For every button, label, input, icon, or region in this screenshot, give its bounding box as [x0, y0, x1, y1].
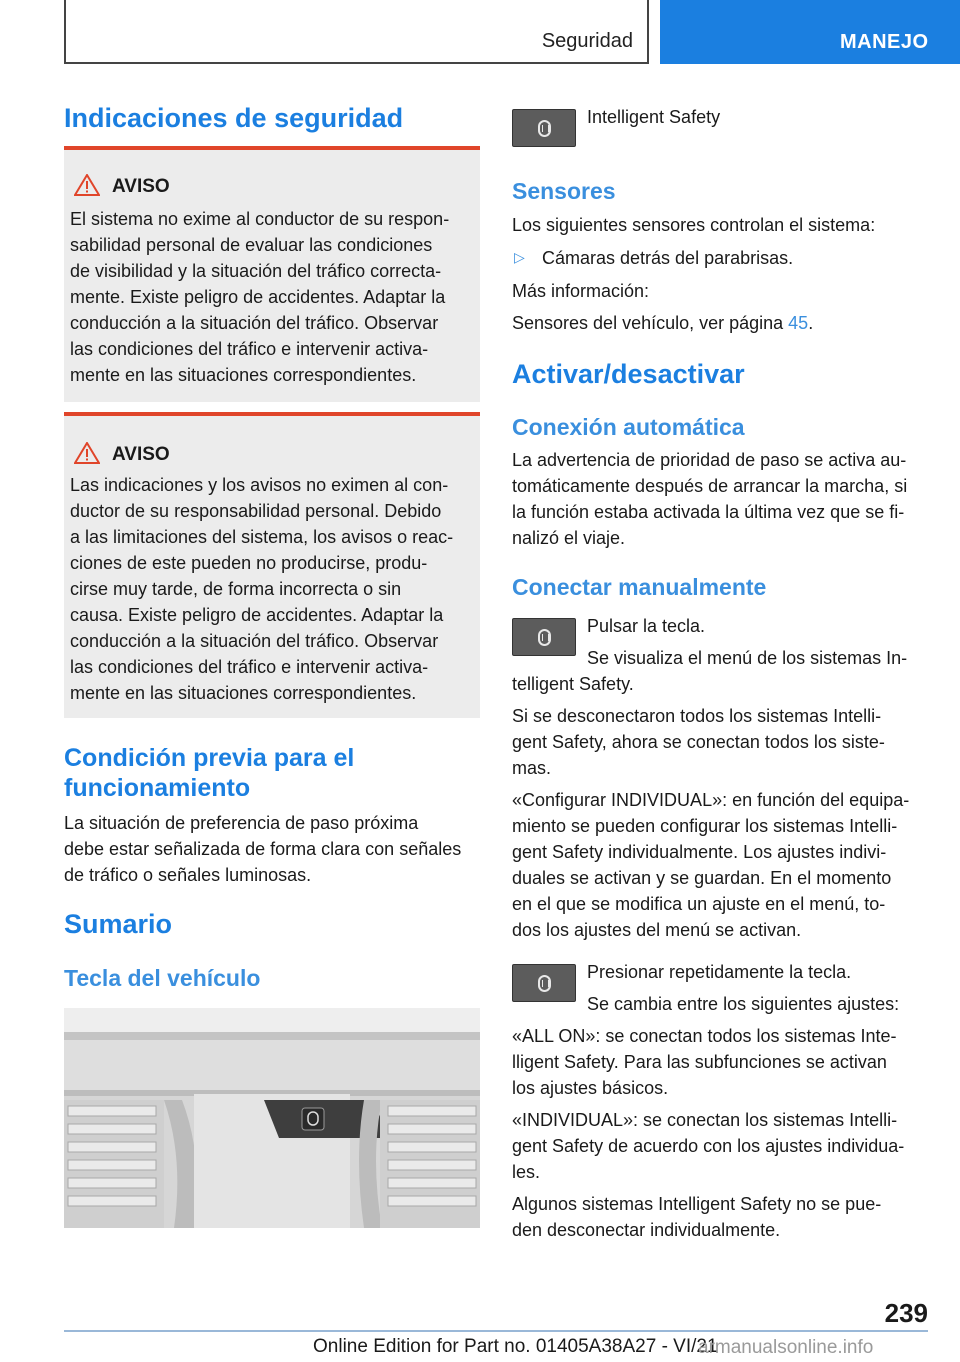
body-text-line: los ajustes básicos. — [512, 1078, 669, 1098]
warning-text-line: cirse muy tarde, de forma incorrecta o sin — [70, 579, 402, 599]
body-text-line: Se visualiza el menú de los sistemas In- — [587, 648, 908, 668]
body-text-line: Algunos sistemas Intelligent Safety no se pue- — [512, 1194, 882, 1214]
body-text-line: Presionar repetidamente la tecla. — [587, 962, 852, 982]
body-text-line: dos los ajustes del menú se activan. — [512, 920, 802, 940]
warning-text-line: causa. Existe peligro de accidentes. Adaptar la — [70, 605, 444, 625]
body-text-line: nalizó el viaje. — [512, 528, 626, 548]
summary-title: Sumario — [64, 909, 173, 939]
body-text-line: lligent Safety. Para las subfunciones se activan — [512, 1052, 887, 1072]
bullet-item: Cámaras detrás del parabrisas. — [542, 248, 794, 268]
body-text-line: les. — [512, 1162, 541, 1182]
warning-triangle-icon — [74, 174, 100, 196]
activate-title: Activar/desactivar — [512, 359, 745, 389]
warning-triangle-icon — [74, 442, 100, 464]
warning-text-line: conducción a la situación del tráfico. Observar — [70, 631, 439, 651]
body-text-line: duales se activan y se guardan. En el momento — [512, 868, 892, 888]
manual-connect-title: Conectar manualmente — [512, 574, 767, 600]
body-text-line: Pulsar la tecla. — [587, 616, 706, 636]
body-text-line: Se cambia entre los siguientes ajustes: — [587, 994, 900, 1014]
warning-text-line: las condiciones del tráfico e intervenir activa- — [70, 339, 429, 359]
auto-connect-title: Conexión automática — [512, 414, 745, 440]
body-text-line: «ALL ON»: se conectan todos los sistemas Inte- — [512, 1026, 897, 1046]
body-text-line: gent Safety, ahora se conectan todos los siste- — [512, 732, 885, 752]
body-text-line: debe estar señalizada de forma clara con señales — [64, 839, 462, 859]
sensors-title: Sensores — [512, 178, 616, 204]
body-text-line: miento se pueden configurar los sistemas Intelli- — [512, 816, 898, 836]
body-text-line: Los siguientes sensores controlan el sistema: — [512, 215, 876, 235]
footer-watermark: armanualsonline.info — [698, 1337, 874, 1358]
warning-text-line: Las indicaciones y los avisos no eximen al con- — [70, 475, 449, 495]
vehicle-key-photo — [64, 1008, 480, 1228]
key-label: Intelligent Safety — [587, 107, 721, 127]
warning-text-line: El sistema no exime al conductor de su respon- — [70, 209, 450, 229]
body-text-line: de tráfico o señales luminosas. — [64, 865, 312, 885]
vehicle-key-title: Tecla del vehículo — [64, 965, 261, 991]
page-title: Indicaciones de seguridad — [64, 103, 404, 133]
body-text-line: en el que se modifica un ajuste en el menú, to- — [512, 894, 886, 914]
intelligent-safety-key-icon — [512, 618, 576, 656]
page-number: 239 — [884, 1298, 928, 1328]
footer-edition: Online Edition for Part no. 01405A38A27 - VI/21 — [313, 1336, 718, 1357]
body-text-line: la función estaba activada la última vez que se fi- — [512, 502, 905, 522]
page-reference-link[interactable]: 45 — [788, 313, 809, 333]
body-text-line: La advertencia de prioridad de paso se activa au- — [512, 450, 907, 470]
body-text-line: den desconectar individualmente. — [512, 1220, 781, 1240]
cross-reference — [512, 310, 813, 336]
body-text-line: Si se desconectaron todos los sistemas Intelli- — [512, 706, 882, 726]
warning-text-line: ductor de su responsabilidad personal. Debido — [70, 501, 442, 521]
intelligent-safety-key-icon — [512, 109, 576, 147]
body-text-line: «INDIVIDUAL»: se conectan los sistemas Intelli- — [512, 1110, 898, 1130]
header-section-box — [64, 0, 649, 64]
header-chapter-label: MANEJO — [840, 31, 929, 53]
warning-box-2 — [64, 412, 480, 718]
header-section-label: Seguridad — [541, 30, 633, 52]
body-text-line: «Configurar INDIVIDUAL»: en función del equipa- — [512, 790, 910, 810]
warning-text-line: a las limitaciones del sistema, los avisos o reac- — [70, 527, 454, 547]
body-text-line: telligent Safety. — [512, 674, 634, 694]
body-text-line: tomáticamente después de arrancar la marcha, si — [512, 476, 908, 496]
footer-divider — [64, 1330, 928, 1332]
body-text-line: Más información: — [512, 281, 650, 301]
intelligent-safety-key-icon — [512, 964, 576, 1002]
reference-text: Sensores del vehículo, ver página — [512, 313, 789, 333]
warning-label: AVISO — [112, 444, 170, 465]
body-text-line: gent Safety de acuerdo con los ajustes individua- — [512, 1136, 905, 1156]
warning-box-1 — [64, 146, 480, 402]
bullet-triangle-icon: ▷ — [514, 249, 525, 265]
warning-text-line: mente en las situaciones correspondientes. — [70, 365, 417, 385]
warning-text-line: mente en las situaciones correspondientes. — [70, 683, 417, 703]
warning-text-line: ciones de este pueden no producirse, produ- — [70, 553, 428, 573]
dashboard-vents-illustration — [64, 1008, 480, 1228]
warning-text-line: de visibilidad y la situación del tráfico correcta- — [70, 261, 442, 281]
warning-text-line: las condiciones del tráfico e intervenir activa- — [70, 657, 429, 677]
body-text-line: La situación de preferencia de paso próxima — [64, 813, 419, 833]
header-chapter-tab — [660, 0, 960, 64]
warning-label: AVISO — [112, 176, 170, 197]
precondition-title-2: funcionamiento — [64, 774, 251, 802]
precondition-title-1: Condición previa para el — [64, 744, 355, 772]
warning-text-line: sabilidad personal de evaluar las condiciones — [70, 235, 433, 255]
warning-text-line: conducción a la situación del tráfico. Observar — [70, 313, 439, 333]
body-text-line: mas. — [512, 758, 552, 778]
reference-end: . — [808, 313, 814, 333]
body-text-line: gent Safety individualmente. Los ajustes indivi- — [512, 842, 887, 862]
warning-text-line: mente. Existe peligro de accidentes. Adaptar la — [70, 287, 446, 307]
